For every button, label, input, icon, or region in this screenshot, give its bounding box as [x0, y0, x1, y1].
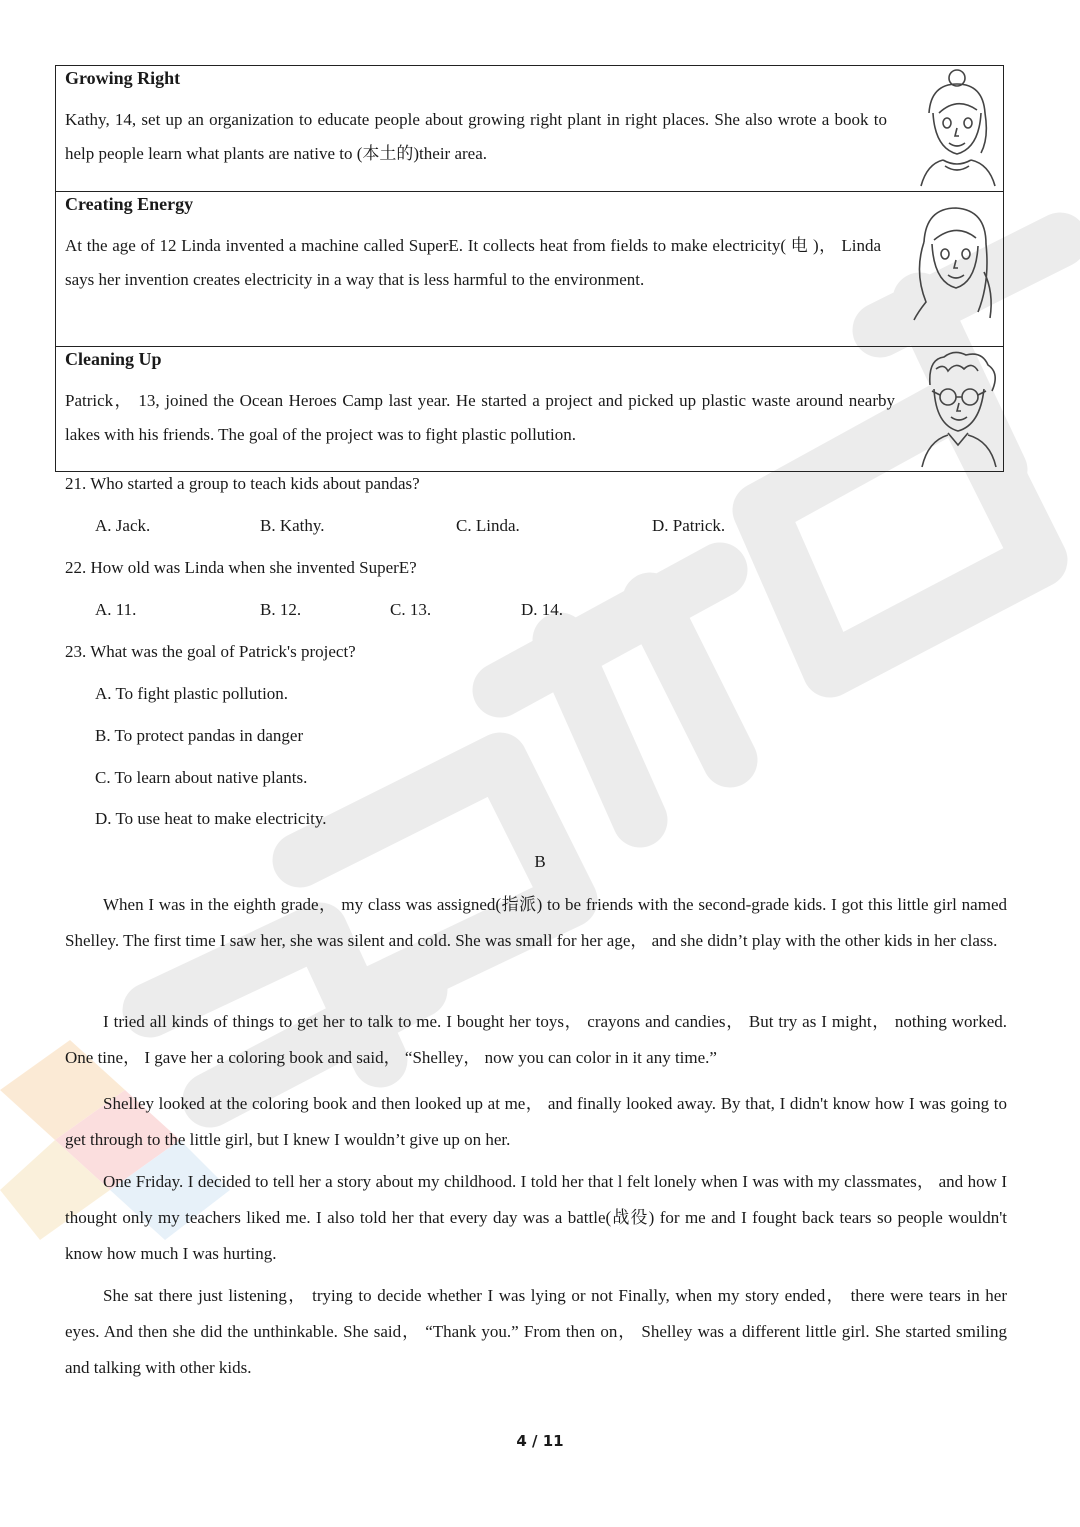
- linda-portrait-icon: [904, 202, 999, 322]
- passage-paragraph: She sat there just listening， trying to decide whether I was lying or not Finally, when my story ended， there were tears in her eyes. And then she did the unthinkable. She said， “Thank you.” From then on， Shelley was a different little girl. She started smiling and talking with other kids.: [65, 1286, 1007, 1377]
- profile-creating-energy: [56, 191, 1003, 346]
- question-23-option-d[interactable]: D. To use heat to make electricity.: [95, 809, 327, 828]
- question-21-option-d[interactable]: D. Patrick.: [652, 516, 726, 535]
- profiles-table: [55, 65, 1004, 472]
- question-22-stem: 22. How old was Linda when she invented SuperE?: [65, 558, 417, 577]
- profile-title: Cleaning Up: [65, 349, 162, 369]
- page-number: 4 / 11: [516, 1432, 564, 1450]
- question-21-stem: 21. Who started a group to teach kids about pandas?: [65, 474, 420, 493]
- passage-paragraph: Shelley looked at the coloring book and then looked up at me， and finally looked away. By that, I didn't know how I was going to get through to the little girl, but I knew I wouldn’t give up on her.: [65, 1094, 1007, 1149]
- question-22-option-b[interactable]: B. 12.: [260, 600, 302, 619]
- profile-text: Patrick， 13, joined the Ocean Heroes Camp last year. He started a project and picked up plastic waste around nearby lakes with his friends. The goal of the project was to fight plastic pollution.: [65, 391, 895, 444]
- profile-title: Creating Energy: [65, 194, 194, 214]
- passage-paragraph: When I was in the eighth grade， my class was assigned(指派) to be friends with the second-grade kids. I got this little girl named Shelley. The first time I saw her, she was silent and cold. She was small for her age， and she didn’t play with the other kids in her class.: [65, 895, 1007, 950]
- profile-title: Growing Right: [65, 68, 181, 88]
- passage-paragraph: I tried all kinds of things to get her to talk to me. I bought her toys， crayons and candies， But try as I might， nothing worked. One tine， I gave her a coloring book and said， “Shelley， now you can color in it any time.”: [65, 1012, 1007, 1067]
- profile-cleaning-up: [56, 346, 1003, 471]
- profile-text: At the age of 12 Linda invented a machine called SuperE. It collects heat from fields to make electricity( 电 )， Linda says her invention creates electricity in a way that is less harmful to the environment.: [65, 236, 881, 289]
- question-22-option-c[interactable]: C. 13.: [390, 600, 432, 619]
- profile-text: Kathy, 14, set up an organization to educate people about growing right plant in right places. She also wrote a book to help people learn what plants are native to (本土的)their area.: [65, 110, 887, 163]
- kathy-portrait-icon: [911, 68, 999, 188]
- profile-growing-right: [56, 66, 1003, 191]
- question-23-stem: 23. What was the goal of Patrick's project?: [65, 642, 356, 661]
- patrick-portrait-icon: [914, 349, 1002, 469]
- question-21-option-b[interactable]: B. Kathy.: [260, 516, 325, 535]
- passage-paragraph: One Friday. I decided to tell her a story about my childhood. I told her that l felt lonely when I was with my classmates， and how I thought only my teachers liked me. I also told her that every day was a battle(战役) for me and I fought back tears so people wouldn't know how much I was hurting.: [65, 1172, 1007, 1263]
- question-23-option-b[interactable]: B. To protect pandas in danger: [95, 726, 304, 745]
- question-22-option-d[interactable]: D. 14.: [521, 600, 564, 619]
- section-label: B: [534, 852, 546, 871]
- question-21-option-a[interactable]: A. Jack.: [95, 516, 151, 535]
- question-21-option-c[interactable]: C. Linda.: [456, 516, 520, 535]
- question-23-option-c[interactable]: C. To learn about native plants.: [95, 768, 308, 787]
- question-22-option-a[interactable]: A. 11.: [95, 600, 137, 619]
- question-23-option-a[interactable]: A. To fight plastic pollution.: [95, 684, 289, 703]
